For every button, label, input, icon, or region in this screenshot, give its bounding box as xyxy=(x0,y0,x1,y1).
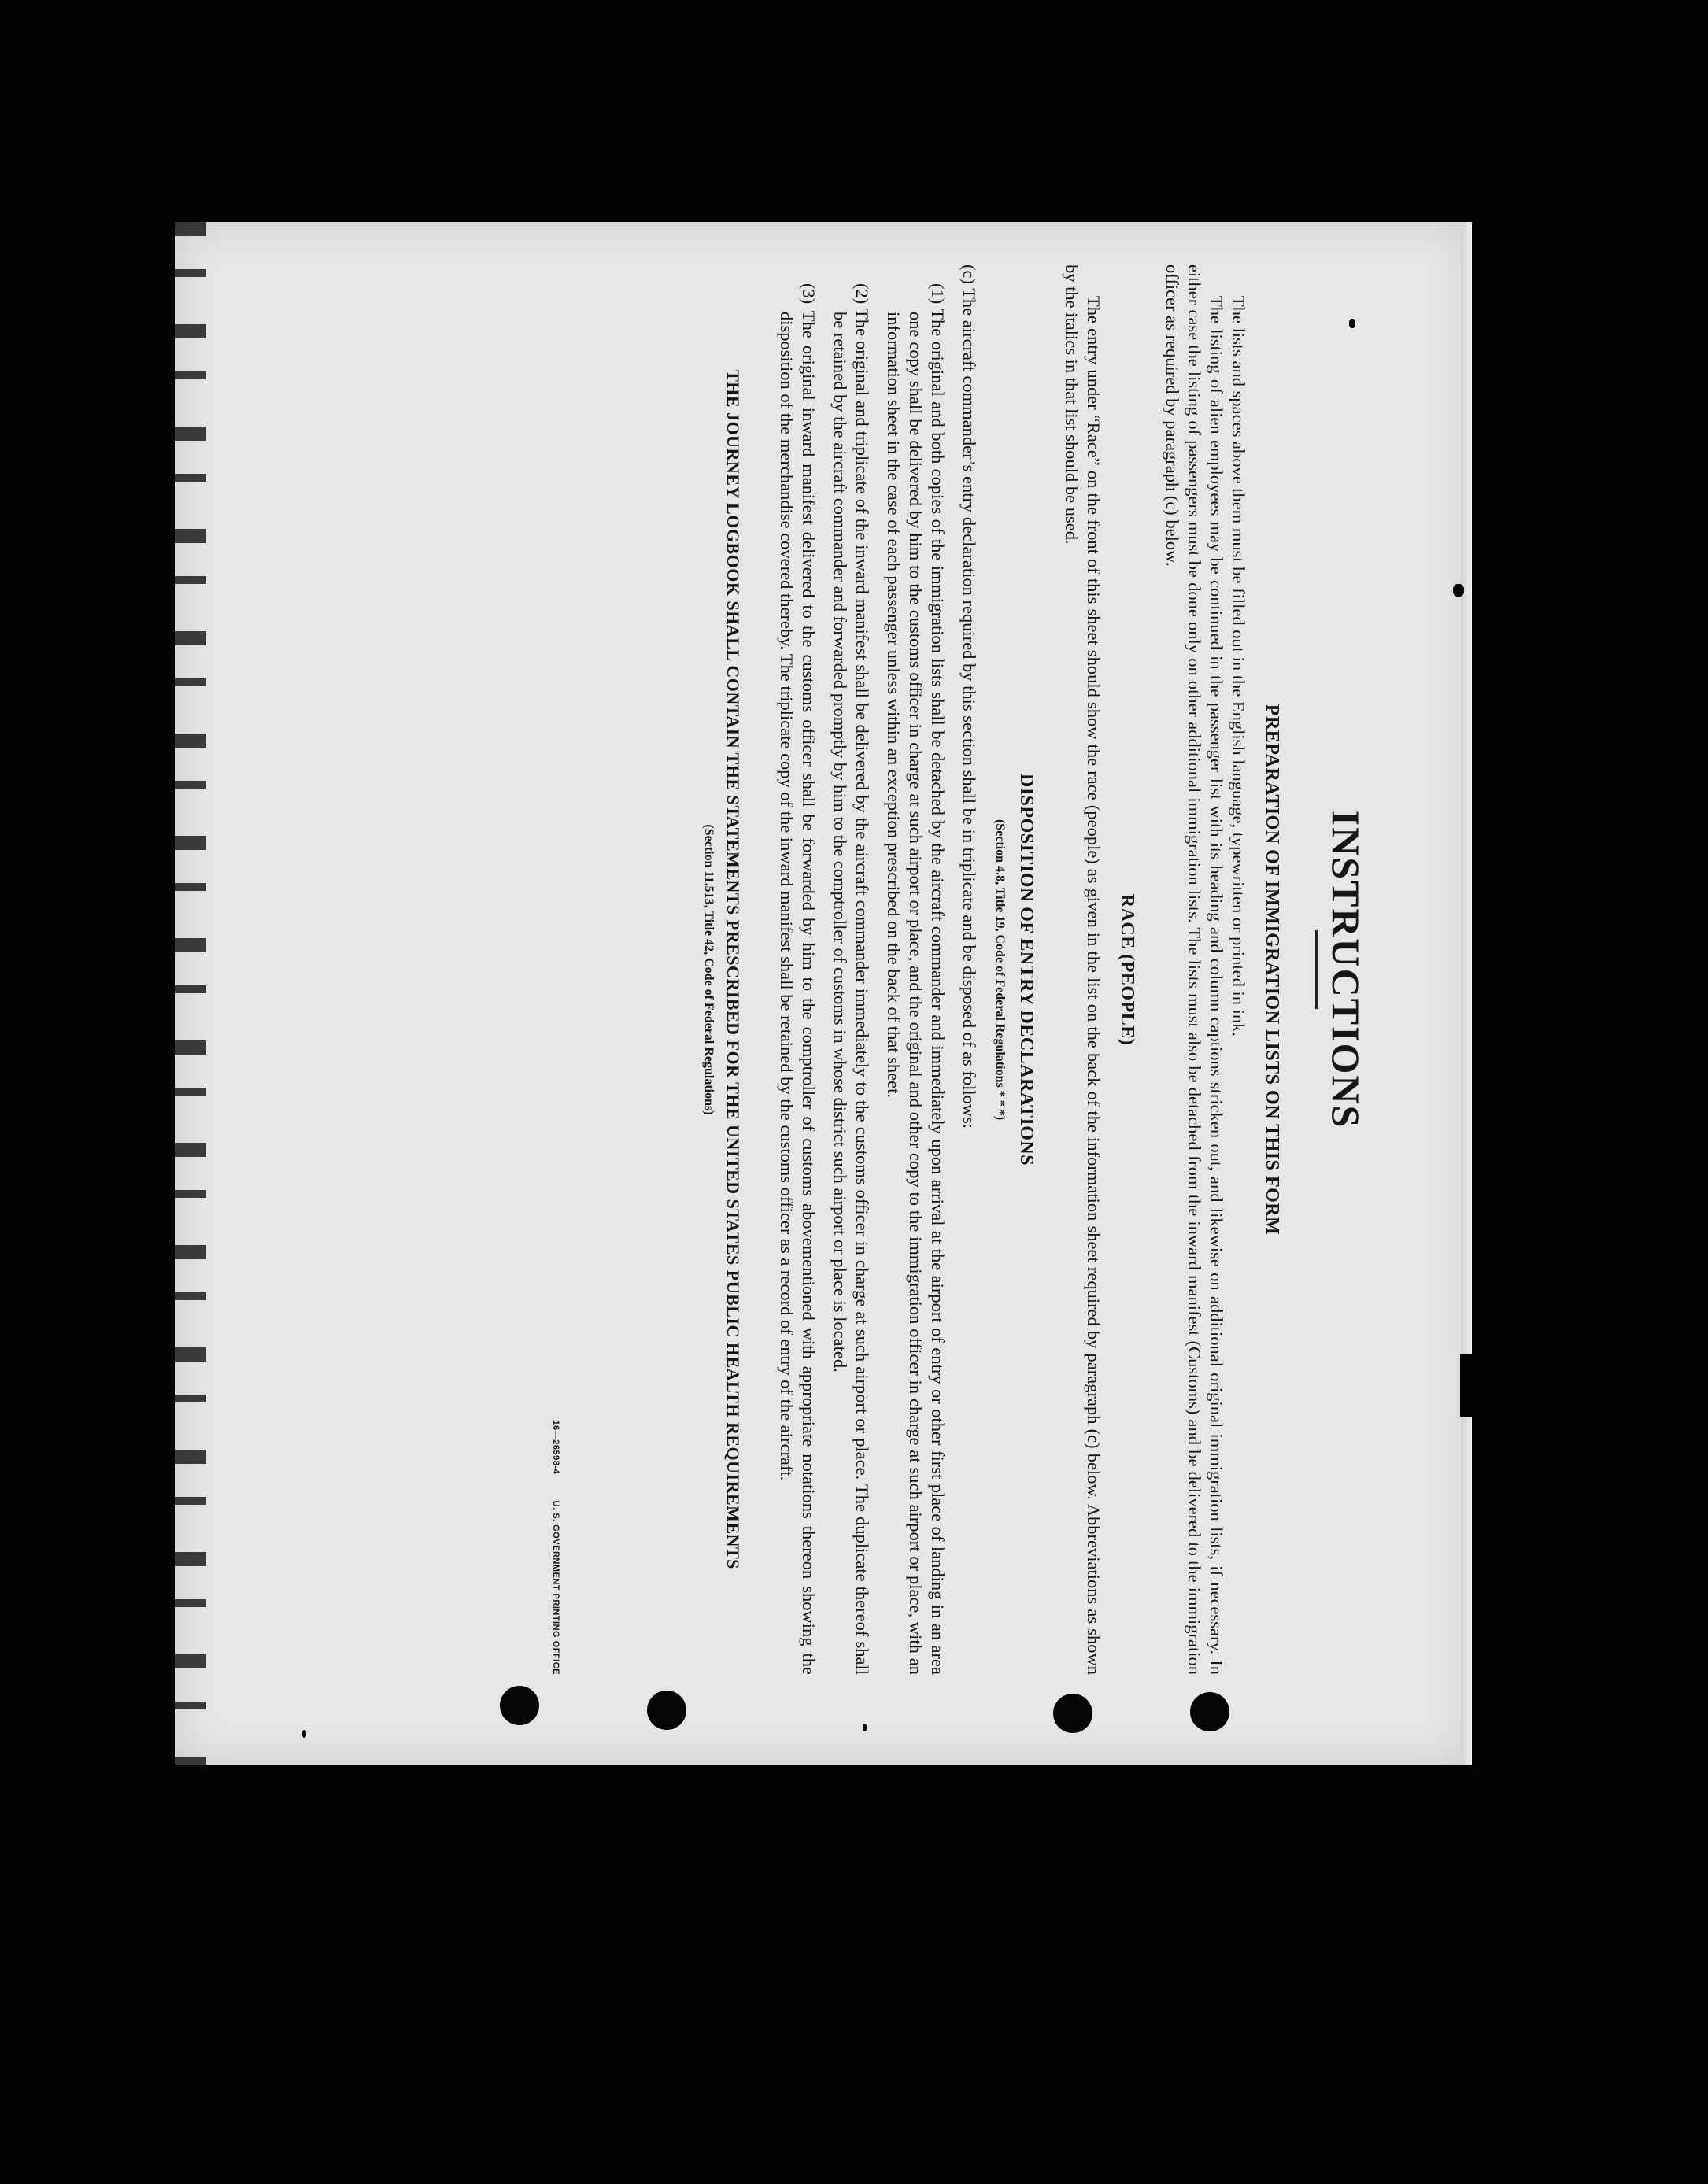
footer-citation: (Section 11.513, Title 42, Code of Federal Regulations) xyxy=(702,824,715,1115)
punch-hole xyxy=(1053,1694,1092,1733)
paragraph-lead: (c) The aircraft commander’s entry declaration required by this section shall be in triplicate and be disposed of as follows: xyxy=(959,264,979,1129)
section-heading-preparation: PREPARATION OF IMMIGRATION LISTS ON THIS FORM xyxy=(1262,704,1282,1236)
sheet-edge xyxy=(1461,222,1472,1765)
form-number: 16—26598-4 xyxy=(551,1420,560,1475)
punch-hole xyxy=(1190,1692,1229,1731)
citation: (Section 4.8, Title 19, Code of Federal Regulations * * *) xyxy=(993,819,1007,1121)
printer-imprint xyxy=(551,1396,560,1675)
page-title: INSTRUCTIONS xyxy=(1324,810,1368,1129)
list-item: (3) The original inward manifest delivered to the customs officer shall be forwarded by him to the comptroller of customs abovementioned with appropriate notations thereon showing the disposition of the merchandise covered thereby. The triplicate copy of the inward manifest shall be retained by the customs officer as a record of entry of the aircraft. xyxy=(777,283,819,1675)
torn-edge xyxy=(175,222,206,1765)
speck xyxy=(863,1724,867,1731)
section-heading-disposition: DISPOSITION OF ENTRY DECLARATIONS xyxy=(1016,773,1037,1166)
instructions-content xyxy=(457,246,1370,1694)
printer-name: U. S. GOVERNMENT PRINTING OFFICE xyxy=(551,1500,560,1675)
list-item: (2) The original and triplicate of the inward manifest shall be delivered by the aircraft commander immediately to the customs officer in charge at such airport or place. The duplicate thereof shall be retained by the aircraft commander and forwarded promptly by him to the comptroller of customs in whose district such airport or place is located. xyxy=(830,283,872,1675)
punch-hole xyxy=(647,1691,686,1730)
speck xyxy=(302,1730,306,1738)
section-heading-race: RACE (PEOPLE) xyxy=(1117,893,1137,1046)
paragraph: The lists and spaces above them must be filled out in the English language, typewritten or printed in ink. xyxy=(1229,296,1248,1037)
footer-heading: THE JOURNEY LOGBOOK SHALL CONTAIN THE STATEMENTS PRESCRIBED FOR THE UNITED STATES PUBLIC HEALTH REQUIREMENTS xyxy=(723,370,743,1569)
sheet-notch xyxy=(1460,1354,1484,1417)
speck xyxy=(1453,584,1464,597)
paragraph: The entry under “Race” on the front of this sheet should show the race (people) as given in the list on the back of the information sheet required by paragraph (c) below. Abbreviations as shown by the italics in that list should be used. xyxy=(1062,264,1104,1675)
list-item: (1) The original and both copies of the immigration lists shall be detached by the aircraft commander and immediately upon arrival at the airport of entry or other first place of landing in an area one copy shall be delivered by him to the customs officer in charge at such airport or place, and the original and other copy to the immigration officer in charge at such airport or place, with an information sheet in the case of each passenger unless within an exception prescribed on the back of that sheet. xyxy=(884,283,948,1675)
paragraph: The listing of alien employees may be continued in the passenger list with its heading and column captions stricken out, and likewise on additional original immigration lists, if necessary. In either case the listing of passengers must be done only on other additional immigration lists. The lists must also be detached from the inward manifest (Customs) and be delivered to the immigration officer as required by paragraph (c) below. xyxy=(1163,264,1226,1675)
title-underline xyxy=(1315,930,1318,1009)
